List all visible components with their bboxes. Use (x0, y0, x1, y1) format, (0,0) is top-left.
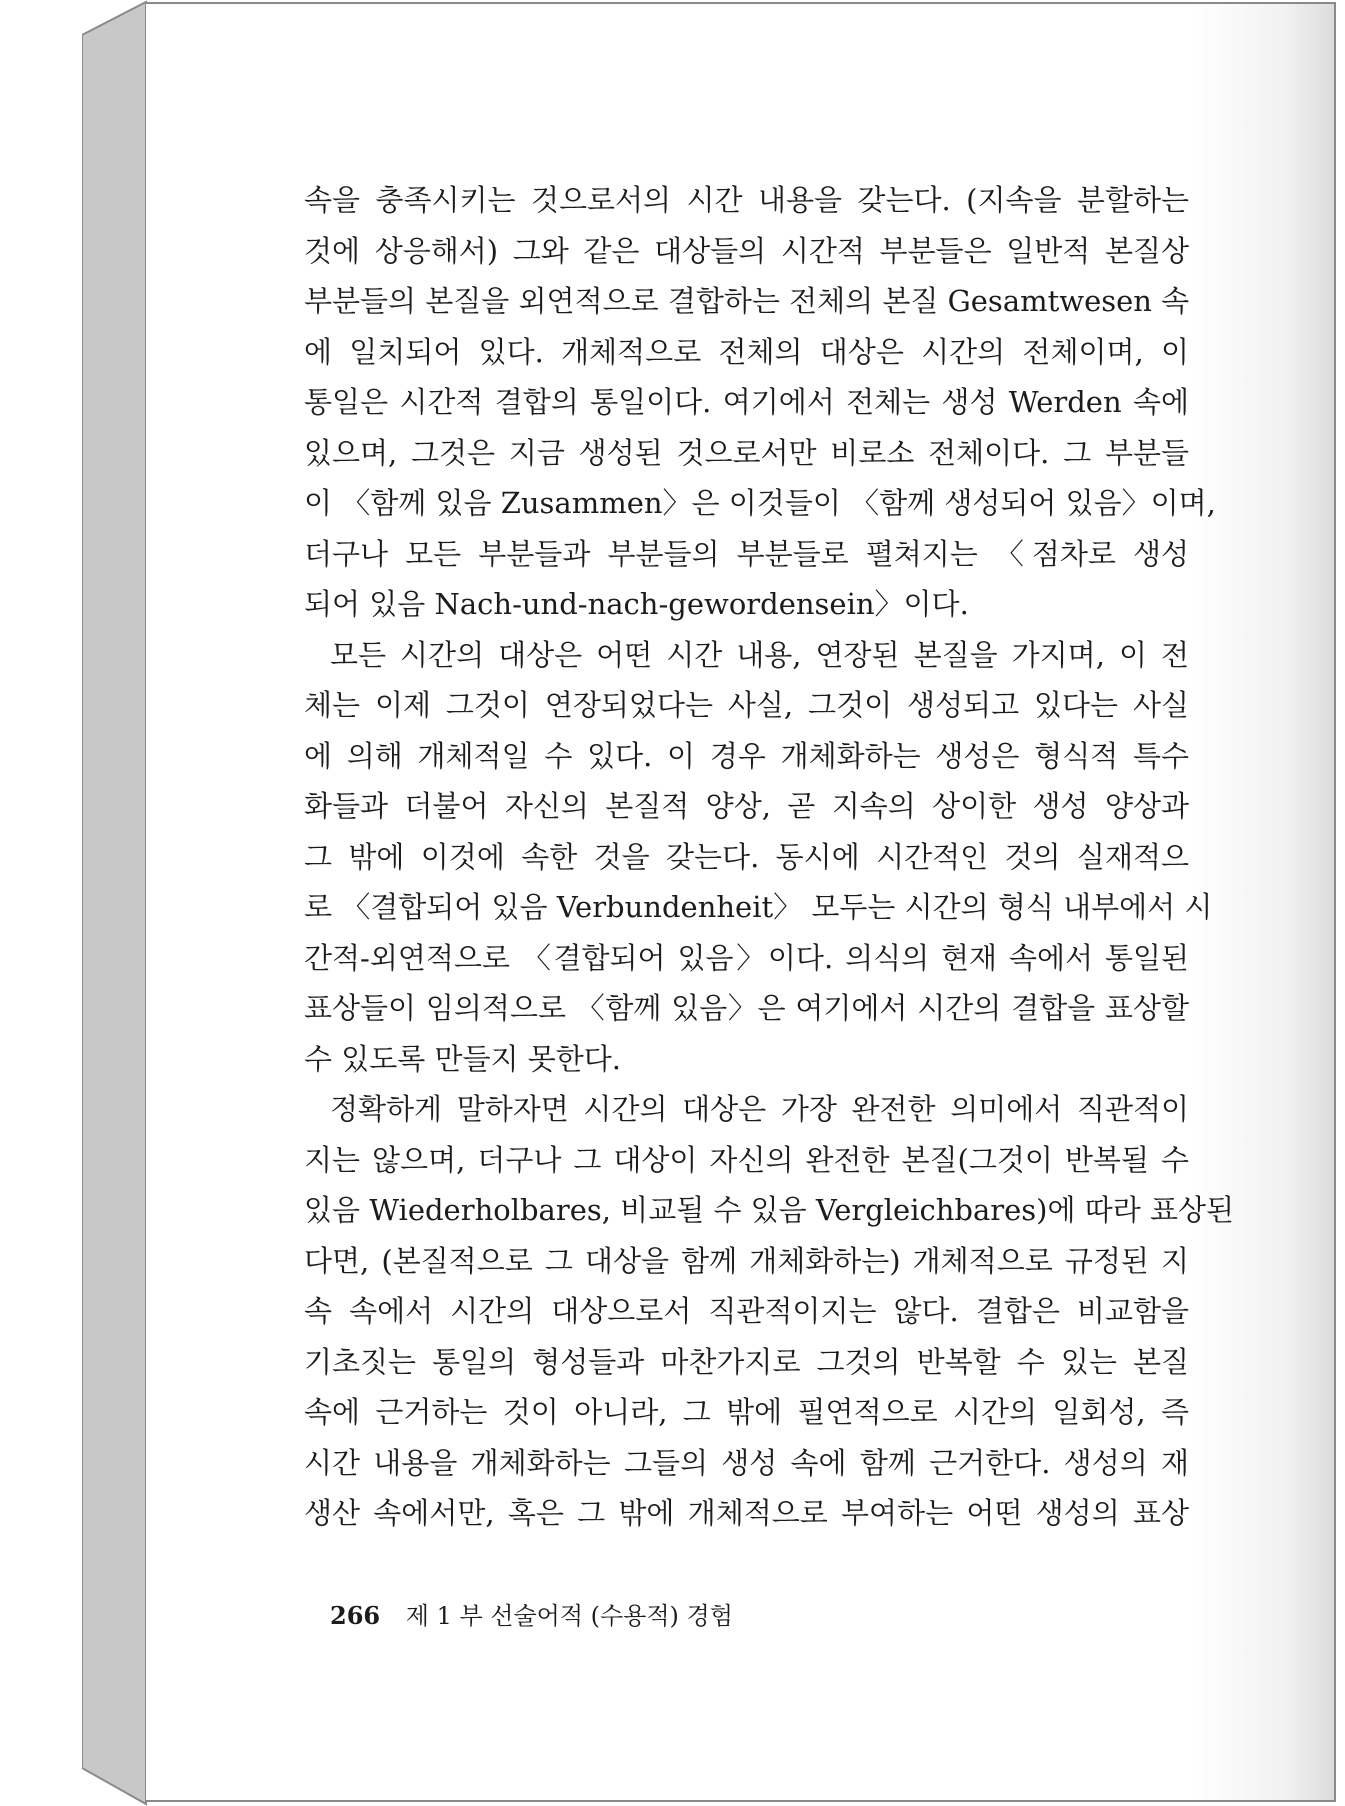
text-line: 다면, (본질적으로 그 대상을 함께 개체화하는) 개체적으로 규정된 지 (304, 1243, 1189, 1278)
page-footer (330, 1596, 733, 1636)
text-line: 시간 내용을 개체화하는 그들의 생성 속에 함께 근거한다. 생성의 재 (304, 1445, 1189, 1480)
text-line: 속에 근거하는 것이 아니라, 그 밖에 필연적으로 시간의 일회성, 즉 (304, 1395, 1189, 1429)
text-line: 표상들이 임의적으로 〈함께 있음〉은 여기에서 시간의 결합을 표상할 (304, 991, 1189, 1025)
text-line: 속 속에서 시간의 대상으로서 직관적이지는 않다. 결합은 비교함을 (304, 1294, 1189, 1328)
text-line: 되어 있음 Nach-und-nach-gewordensein〉이다. (304, 587, 969, 621)
text-line: 로 〈결합되어 있음 Verbundenheit〉 모두는 시간의 형식 내부에서 시 (304, 890, 1213, 924)
text-line: 그 밖에 이것에 속한 것을 갖는다. 동시에 시간적인 것의 실재적으 (304, 839, 1189, 874)
book-spine (82, 0, 147, 1806)
running-title: 제 1 부 선술어적 (수용적) 경험 (405, 1602, 733, 1630)
text-line: 모든 시간의 대상은 어떤 시간 내용, 연장된 본질을 가지며, 이 전 (330, 637, 1189, 672)
body-text (304, 175, 1235, 1539)
text-line: 에 의해 개체적일 수 있다. 이 경우 개체화하는 생성은 형식적 특수 (304, 738, 1189, 773)
text-line: 있으며, 그것은 지금 생성된 것으로서만 비로소 전체이다. 그 부분들 (304, 435, 1189, 470)
text-line: 있음 Wiederholbares, 비교될 수 있음 Vergleichbares)에 따라 표상된 (304, 1193, 1235, 1227)
text-line: 지는 않으며, 더구나 그 대상이 자신의 완전한 본질(그것이 반복될 수 (304, 1142, 1189, 1177)
text-line: 이 〈함께 있음 Zusammen〉은 이것들이 〈함께 생성되어 있음〉이며, (304, 486, 1216, 520)
text-line: 부분들의 본질을 외연적으로 결합하는 전체의 본질 Gesamtwesen 속 (304, 284, 1190, 318)
text-line: 간적-외연적으로 〈결합되어 있음〉이다. 의식의 현재 속에서 통일된 (304, 940, 1189, 975)
page-number: 266 (330, 1601, 381, 1630)
text-line: 통일은 시간적 결합의 통일이다. 여기에서 전체는 생성 Werden 속에 (304, 385, 1189, 419)
text-line: 생산 속에서만, 혹은 그 밖에 개체적으로 부여하는 어떤 생성의 표상 (304, 1496, 1189, 1530)
text-line: 것에 상응해서) 그와 같은 대상들의 시간적 부분들은 일반적 본질상 (304, 233, 1189, 268)
text-line: 속을 충족시키는 것으로서의 시간 내용을 갖는다. (지속을 분할하는 (304, 183, 1189, 217)
text-line: 기초짓는 통일의 형성들과 마찬가지로 그것의 반복할 수 있는 본질 (304, 1344, 1189, 1379)
text-line: 더구나 모든 부분들과 부분들의 부분들로 펼쳐지는 〈점차로 생성 (304, 536, 1189, 571)
text-line: 수 있도록 만들지 못한다. (304, 1041, 622, 1076)
text-line: 에 일치되어 있다. 개체적으로 전체의 대상은 시간의 전체이며, 이 (304, 334, 1189, 369)
text-line: 화들과 더불어 자신의 본질적 양상, 곧 지속의 상이한 생성 양상과 (304, 789, 1189, 823)
text-line: 체는 이제 그것이 연장되었다는 사실, 그것이 생성되고 있다는 사실 (304, 688, 1189, 722)
text-line: 정확하게 말하자면 시간의 대상은 가장 완전한 의미에서 직관적이 (330, 1092, 1189, 1126)
